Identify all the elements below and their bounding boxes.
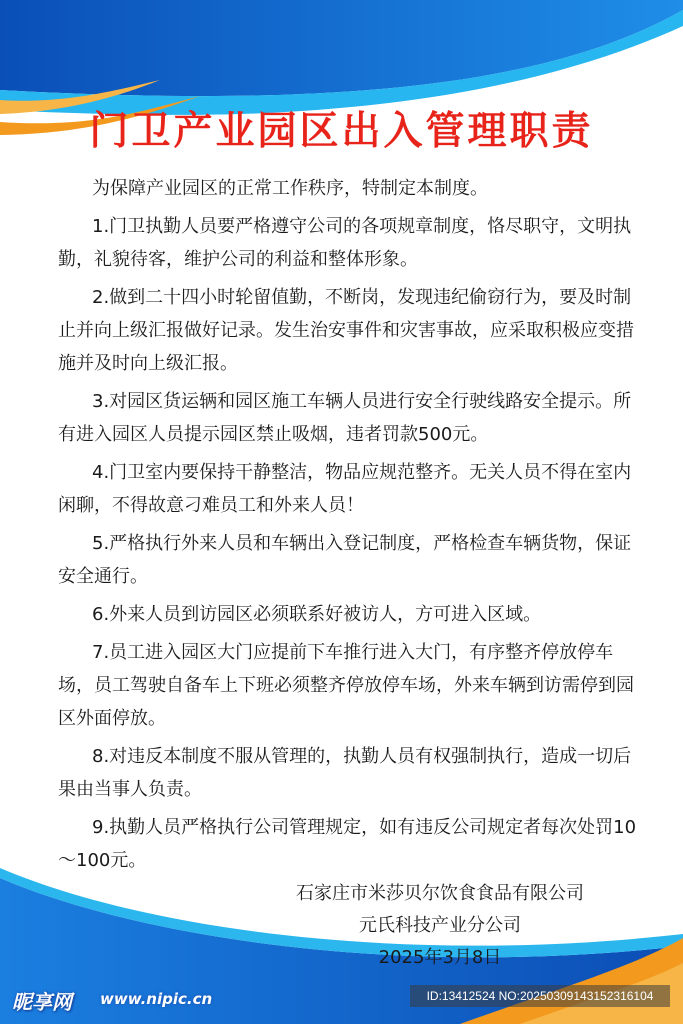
regulation-body: [58, 172, 638, 877]
rule-item-2: 2.做到二十四小时轮留值勤，不断岗，发现违纪偷窃行为，要及时制止并向上级汇报做好记录。发生治安事件和灾害事故，应采取积极应变措施并及时向上级汇报。: [58, 287, 634, 374]
signature-block: [250, 878, 630, 974]
rule-item-1: 1.门卫执勤人员要严格遵守公司的各项规章制度，恪尽职守，文明执勤，礼貌待客，维护公司的利益和整体形象。: [58, 216, 632, 270]
intro-paragraph: 为保障产业园区的正常工作秩序，特制定本制度。: [92, 178, 488, 199]
company-name: 石家庄市米莎贝尔饮食食品有限公司: [296, 883, 584, 904]
rule-item-9: 9.执勤人员严格执行公司管理规定，如有违反公司规定者每次处罚10～100元。: [58, 817, 637, 871]
rule-item-4: 4.门卫室内要保持干静整洁，物品应规范整齐。无关人员不得在室内闲聊，不得故意刁难员工和外来人员！: [58, 462, 632, 516]
watermark-id: ID:13412524 NO:20250309143152316104: [410, 985, 670, 1007]
branch-name: 元氏科技产业分公司: [359, 915, 521, 936]
rule-item-7: 7.员工进入园区大门应提前下车推行进入大门，有序整齐停放停车场，员工驾驶自备车上下班必须整齐停放停车场，外来车辆到访需停到园区外面停放。: [58, 642, 634, 729]
page-title: 门卫产业园区出入管理职责: [89, 109, 594, 154]
issue-date: 2025年3月8日: [378, 947, 502, 968]
watermark-url: www.nipic.cn: [100, 990, 213, 1008]
rule-item-6: 6.外来人员到访园区必须联系好被访人，方可进入区域。: [92, 604, 542, 625]
rule-item-5: 5.严格执行外来人员和车辆出入登记制度，严格检查车辆货物，保证安全通行。: [58, 533, 632, 587]
watermark-logo: 昵享网: [12, 990, 72, 1014]
rule-item-3: 3.对园区货运辆和园区施工车辆人员进行安全行驶线路安全提示。所有进入园区人员提示园区禁止吸烟，违者罚款500元。: [58, 391, 632, 445]
rule-item-8: 8.对违反本制度不服从管理的，执勤人员有权强制执行，造成一切后果由当事人负责。: [58, 746, 632, 800]
